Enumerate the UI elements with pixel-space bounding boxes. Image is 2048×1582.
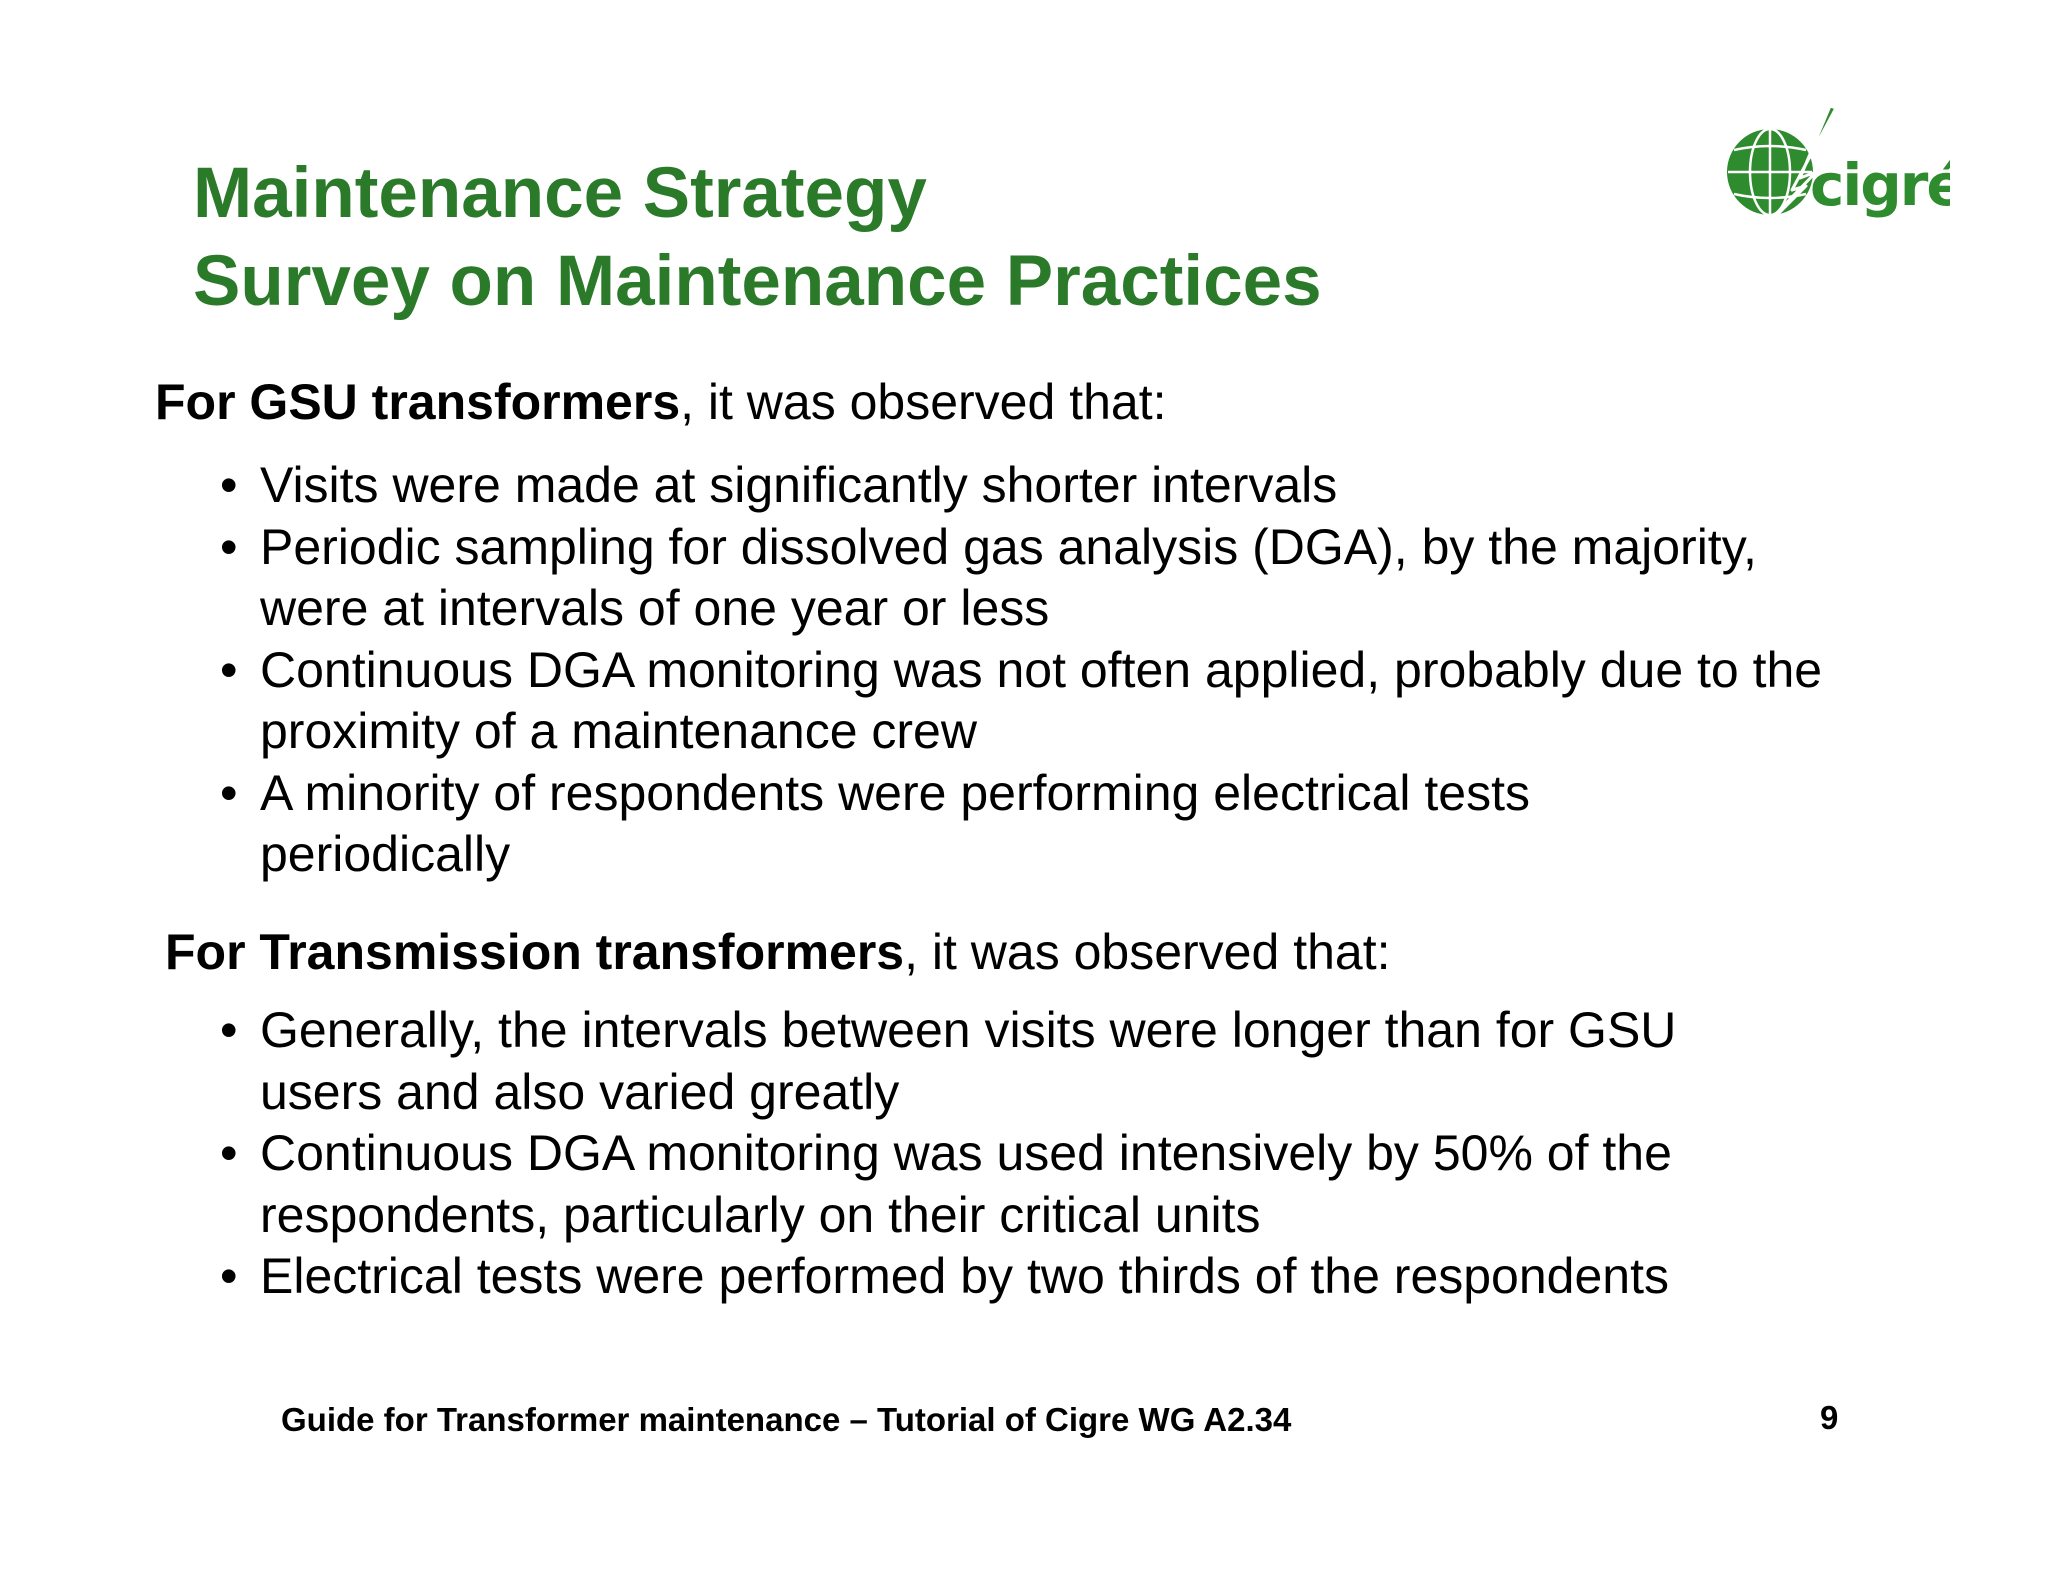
list-item	[220, 455, 1860, 517]
bullet-text: Electrical tests were performed by two thirds of the respondents	[260, 1248, 1669, 1304]
bullet-icon: •	[220, 1248, 238, 1304]
svg-text:cigré: cigré	[1810, 151, 1950, 219]
bullet-icon: •	[220, 457, 238, 513]
bullet-text: A minority of respondents were performing electrical tests periodically	[260, 764, 1530, 882]
bullet-text: Continuous DGA monitoring was not often applied, probably due to the proximity of a maintenance crew	[260, 641, 1823, 759]
bullet-icon: •	[220, 518, 238, 575]
cigre-globe-icon	[1712, 102, 1950, 262]
gsu-bullet-list	[220, 455, 1860, 886]
gsu-lead-bold: For GSU transformers	[155, 374, 681, 430]
title-line-2: Survey on Maintenance Practices	[193, 242, 1322, 321]
bullet-text: Continuous DGA monitoring was used intensively by 50% of the respondents, particularly on their critical units	[260, 1125, 1672, 1243]
page-number: 9	[1820, 1399, 1839, 1436]
list-item	[220, 1000, 1780, 1123]
bullet-icon: •	[220, 764, 238, 821]
bullet-icon: •	[220, 641, 238, 698]
gsu-lead-rest: , it was observed that:	[680, 374, 1167, 430]
list-item	[220, 1123, 1780, 1246]
transmission-bullet-list	[220, 1000, 1860, 1308]
list-item	[220, 517, 1860, 640]
footer-text: Guide for Transformer maintenance – Tutorial of Cigre WG A2.34	[281, 1401, 1292, 1438]
bullet-icon: •	[220, 1125, 238, 1181]
cigre-logo	[1712, 102, 1950, 262]
list-item	[220, 1246, 1860, 1308]
title-line-1: Maintenance Strategy	[193, 154, 927, 233]
transmission-lead-bold: For Transmission transformers	[165, 924, 905, 980]
bullet-text: Visits were made at significantly shorter intervals	[260, 457, 1338, 513]
bullet-text: Periodic sampling for dissolved gas analysis (DGA), by the majority, were at intervals of one year or less	[260, 518, 1757, 636]
bullet-text: Generally, the intervals between visits were longer than for GSU users and also varied greatly	[260, 1002, 1677, 1120]
transmission-lead-rest: , it was observed that:	[904, 924, 1391, 980]
transmission-lead	[165, 922, 1390, 982]
slide-title	[193, 150, 1322, 326]
gsu-lead	[155, 372, 1166, 432]
bullet-icon: •	[220, 1002, 238, 1058]
list-item	[220, 763, 1640, 886]
list-item	[220, 640, 1860, 763]
